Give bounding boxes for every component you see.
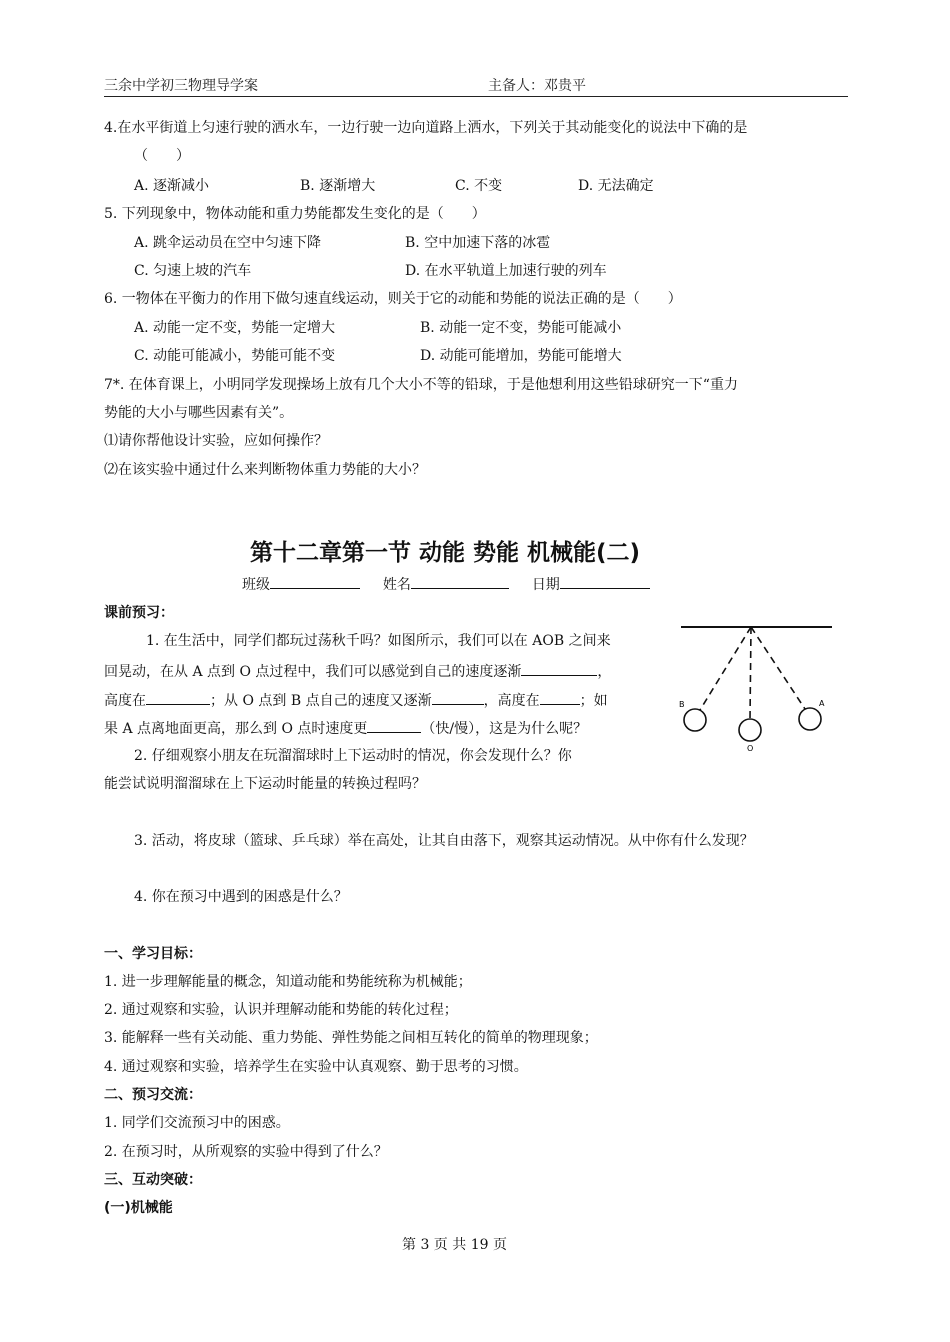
name-blank[interactable] (411, 573, 509, 589)
interact-subheading: (一)机械能 (104, 1200, 173, 1216)
preview-heading: 课前预习： (104, 605, 174, 621)
q4-option-a: A. 逐渐减小 (134, 178, 210, 194)
pendulum-ball-b (684, 709, 706, 731)
pendulum-ball-o (739, 719, 761, 741)
q7-line1: 7*. 在体育课上，小明同学发现操场上放有几个大小不等的铅球，于是他想利用这些铅球研究一下“重力 (104, 377, 738, 393)
q5-option-b: B. 空中加速下落的冰雹 (405, 235, 551, 251)
header-right: 主备人：邓贵平 (488, 78, 586, 94)
name-label: 姓名 (382, 577, 411, 593)
class-blank[interactable] (270, 573, 360, 589)
blank-fast-slow[interactable] (367, 717, 421, 733)
preview-4: 4. 你在预习中遇到的困惑是什么？ (134, 889, 348, 905)
class-label: 班级 (242, 577, 270, 593)
q7-sub1: ⑴请你帮他设计实验，应如何操作？ (104, 433, 328, 449)
q4-stem: 4.在水平街道上匀速行驶的洒水车，一边行驶一边向道路上洒水，下列关于其动能变化的说法中下确的是 (104, 120, 748, 136)
goal-item-2: 2. 通过观察和实验，认识并理解动能和势能的转化过程； (104, 1002, 458, 1018)
blank-speed-2[interactable] (432, 689, 484, 705)
preview-1-line3-b: ；从 O 点到 B 点自己的速度又逐渐 (210, 693, 432, 709)
exchange-item-1: 1. 同学们交流预习中的困惑。 (104, 1115, 290, 1131)
q5-option-c: C. 匀速上坡的汽车 (134, 263, 252, 279)
goals-heading: 一、学习目标： (104, 946, 202, 962)
goal-item-1: 1. 进一步理解能量的概念，知道动能和势能统称为机械能； (104, 974, 472, 990)
q7-line2: 势能的大小与哪些因素有关”。 (104, 405, 294, 421)
preview-2-line2: 能尝试说明溜溜球在上下运动时能量的转换过程吗？ (104, 776, 426, 792)
blank-height-2[interactable] (540, 689, 580, 705)
preview-3: 3. 活动，将皮球（篮球、乒乓球）举在高处，让其自由落下，观察其运动情况。从中你有什么发现？ (134, 833, 754, 849)
pendulum-string-b (700, 627, 751, 710)
blank-height-1[interactable] (146, 689, 210, 705)
q4-paren: （ ） (134, 148, 190, 164)
goal-item-4: 4. 通过观察和实验，培养学生在实验中认真观察、勤于思考的习惯。 (104, 1059, 528, 1075)
preview-1-line3-d: ；如 (579, 693, 608, 709)
pendulum-label-a: A (819, 699, 825, 708)
section-title: 第十二章第一节 动能 势能 机械能(二) (250, 540, 641, 566)
preview-1-line4 (104, 717, 587, 739)
pendulum-string-o (750, 627, 751, 719)
blank-speed-1[interactable] (521, 660, 597, 676)
q6-option-c: C. 动能可能减小，势能可能不变 (134, 348, 336, 364)
q4-option-d: D. 无法确定 (578, 178, 654, 194)
preview-1-line2-end: ， (597, 664, 612, 680)
preview-1-line4-b: （快/慢），这是为什么呢？ (421, 721, 588, 737)
preview-1-line1: 1. 在生活中，同学们都玩过荡秋千吗？如图所示，我们可以在 AOB 之间来 (146, 633, 611, 649)
pendulum-string-a (751, 627, 805, 709)
q5-option-d: D. 在水平轨道上加速行驶的列车 (405, 263, 607, 279)
q5-option-a: A. 跳伞运动员在空中匀速下降 (134, 235, 322, 251)
q4-option-c: C. 不变 (455, 178, 503, 194)
q4-option-b: B. 逐渐增大 (300, 178, 376, 194)
q6-option-a: A. 动能一定不变，势能一定增大 (134, 320, 336, 336)
header-rule (104, 96, 848, 97)
preview-1-line3-a: 高度在 (104, 693, 146, 709)
pendulum-figure (676, 620, 836, 755)
goal-item-3: 3. 能解释一些有关动能、重力势能、弹性势能之间相互转化的简单的物理现象； (104, 1030, 598, 1046)
preview-1-line3 (104, 689, 608, 711)
preview-1-line4-a: 果 A 点离地面更高，那么到 O 点时速度更 (104, 721, 368, 737)
page-number: 第 3 页 共 19 页 (402, 1237, 507, 1253)
info-line (242, 573, 650, 595)
q6-option-d: D. 动能可能增加，势能可能增大 (420, 348, 622, 364)
exchange-heading: 二、预习交流： (104, 1087, 202, 1103)
header-left: 三余中学初三物理导学案 (104, 78, 258, 94)
pendulum-label-b: B (679, 700, 685, 709)
q6-option-b: B. 动能一定不变，势能可能减小 (420, 320, 622, 336)
preview-1-line2 (104, 660, 611, 682)
pendulum-label-o: O (747, 744, 754, 753)
q6-stem: 6. 一物体在平衡力的作用下做匀速直线运动，则关于它的动能和势能的说法正确的是（ ） (104, 291, 682, 307)
preview-1-line3-c: ，高度在 (483, 693, 540, 709)
q7-sub2: ⑵在该实验中通过什么来判断物体重力势能的大小？ (104, 462, 426, 478)
preview-1-line2-text: 回晃动，在从 A 点到 O 点过程中，我们可以感觉到自己的速度逐渐 (104, 664, 522, 680)
exchange-item-2: 2. 在预习时，从所观察的实验中得到了什么？ (104, 1144, 388, 1160)
date-label: 日期 (531, 577, 560, 593)
q5-stem: 5. 下列现象中，物体动能和重力势能都发生变化的是（ ） (104, 206, 486, 222)
date-blank[interactable] (560, 573, 650, 589)
interact-heading: 三、互动突破： (104, 1172, 202, 1188)
pendulum-ball-a (799, 708, 821, 730)
preview-2-line1: 2. 仔细观察小朋友在玩溜溜球时上下运动时的情况，你会发现什么？你 (134, 748, 572, 764)
